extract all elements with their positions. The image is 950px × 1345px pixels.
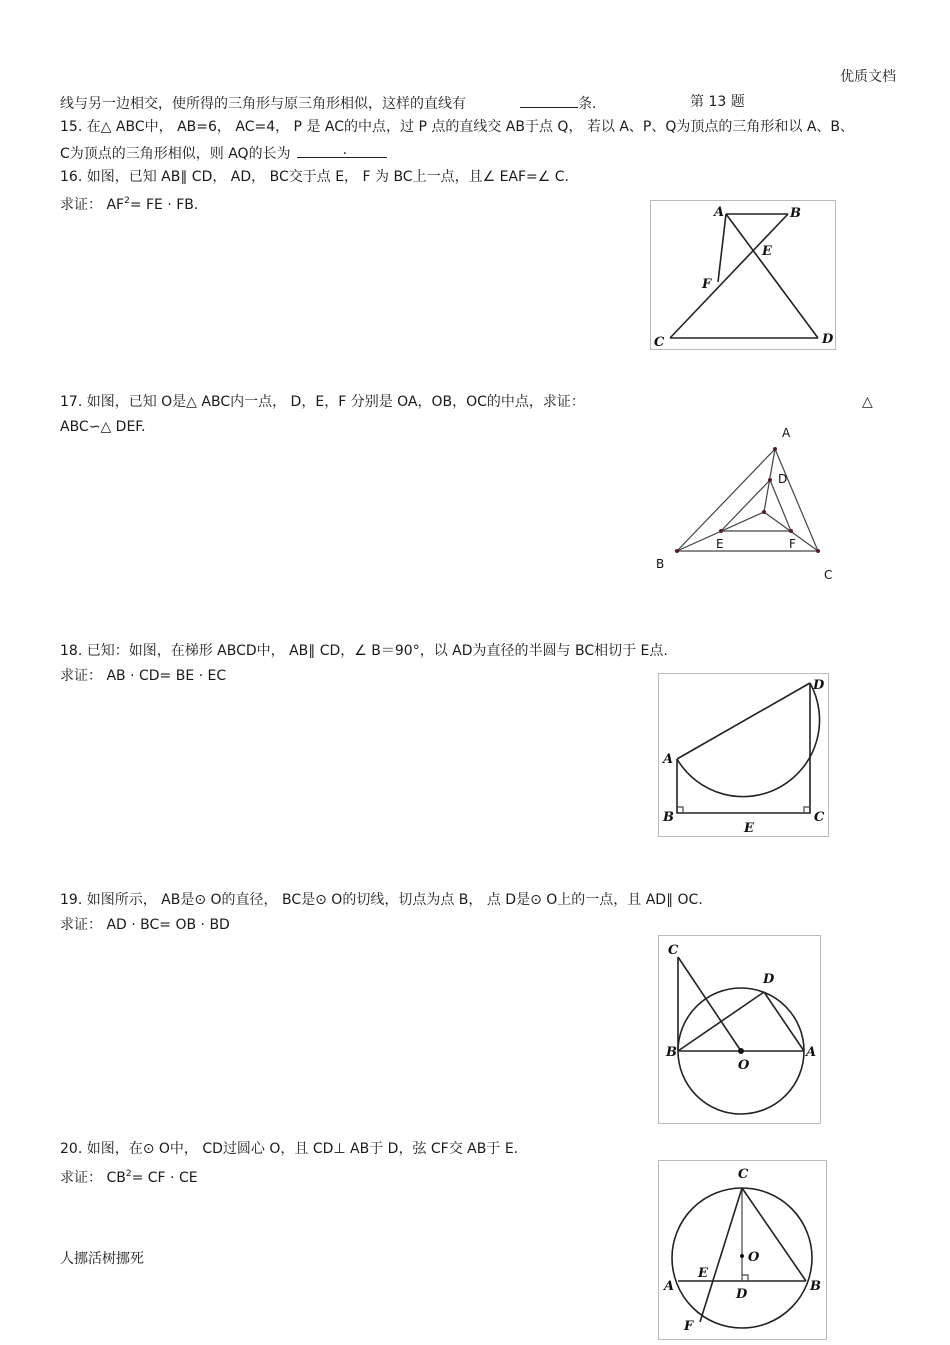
q14-answer-blank[interactable] xyxy=(520,93,578,108)
q20-label-d: D xyxy=(736,1287,748,1302)
q16-proof xyxy=(60,192,198,214)
q18-label-c: C xyxy=(814,810,825,825)
q20-proof-sup: 2 xyxy=(125,1169,132,1179)
q20-right-angle-d xyxy=(742,1275,748,1281)
q20-label-e: E xyxy=(698,1266,708,1281)
q20-center-dot xyxy=(740,1254,744,1258)
q18-semicircle xyxy=(677,683,820,797)
q20-label-c: C xyxy=(738,1167,749,1182)
q15-answer-blank[interactable] xyxy=(297,143,387,158)
q19-label-a: A xyxy=(806,1045,817,1060)
q14-figure-note: 第 13 题 xyxy=(690,94,745,110)
q20-proof-rest: = CF · CE xyxy=(131,1170,198,1186)
q19-segment-co xyxy=(678,957,741,1051)
q17-figure xyxy=(650,420,840,585)
q17-label-d: D xyxy=(778,472,788,486)
q15-line2 xyxy=(60,143,387,163)
q19-label-o: O xyxy=(738,1058,750,1073)
q19-center-dot xyxy=(738,1048,744,1054)
q15-line2-text: C为顶点的三角形相似，则 AQ的长为 xyxy=(60,146,291,162)
q18-label-b: B xyxy=(663,810,674,825)
q15-period: . xyxy=(342,142,348,158)
q16-segment-af xyxy=(718,214,726,282)
page-footer: 人挪活树挪死 xyxy=(60,1251,144,1267)
q19-label-c: C xyxy=(668,943,679,958)
q18-proof: 求证： AB · CD= BE · EC xyxy=(60,668,227,684)
q16-line1: 16. 如图，已知 AB∥ CD， AD， BC交于点 E， F 为 BC上一点，且∠ EAF=∠ C. xyxy=(60,169,570,185)
q19-segment-bd xyxy=(678,992,764,1051)
q18-right-angle-c xyxy=(804,807,810,813)
q20-proof-prefix: 求证： CB xyxy=(60,1170,126,1186)
q19-segment-ad xyxy=(764,992,804,1051)
q19-line1: 19. 如图所示， AB是⊙ O的直径， BC是⊙ O的切线，切点为点 B， 点 D是⊙ O上的一点，且 AD∥ OC. xyxy=(60,892,703,908)
q17-label-f: F xyxy=(789,537,796,551)
q16-label-d: D xyxy=(822,332,834,347)
q18-figure xyxy=(658,673,830,838)
q20-label-o: O xyxy=(748,1250,760,1265)
q19-figure xyxy=(658,935,822,1125)
q18-label-a: A xyxy=(663,752,674,767)
q17-line1-end: △ xyxy=(862,394,873,410)
q17-label-e: E xyxy=(716,537,724,551)
q16-label-f: F xyxy=(702,277,712,292)
q20-proof xyxy=(60,1165,198,1187)
q16-label-a: A xyxy=(714,205,725,220)
q16-segment-bc xyxy=(670,214,788,338)
q20-line1: 20. 如图，在⊙ O中， CD过圆心 O，且 CD⊥ AB于 D，弦 CF交 AB于 E. xyxy=(60,1141,519,1157)
q14-line: 线与另一边相交，使所得的三角形与原三角形相似，这样的直线有 xyxy=(60,96,466,112)
q17-label-b: B xyxy=(656,557,665,571)
q19-label-b: B xyxy=(666,1045,677,1060)
q17-line2: ABC∽△ DEF. xyxy=(60,419,146,435)
q20-label-a: A xyxy=(664,1279,675,1294)
q16-figure xyxy=(650,200,836,350)
q20-figure xyxy=(658,1160,828,1340)
q15-line1: 15. 在△ ABC中， AB=6， AC=4， P 是 AC的中点，过 P 点的直线交 AB于点 Q， 若以 A、P、Q为顶点的三角形和以 A、B、 xyxy=(60,119,855,135)
q20-label-f: F xyxy=(684,1319,694,1334)
q17-line1: 17. 如图，已知 O是△ ABC内一点， D，E，F 分别是 OA，OB，OC的中点，求证： xyxy=(60,394,585,410)
q20-segment-cb xyxy=(742,1188,806,1281)
q16-proof-rest: = FE · FB. xyxy=(129,197,199,213)
q14-text xyxy=(60,93,606,113)
q19-proof: 求证： AD · BC= OB · BD xyxy=(60,917,230,933)
q16-proof-sup: 2 xyxy=(124,196,130,206)
q16-label-b: B xyxy=(790,206,801,221)
page-header: 优质文档 xyxy=(840,69,896,85)
q16-segment-ad xyxy=(726,214,818,338)
q16-label-e: E xyxy=(762,244,772,259)
q17-label-c: C xyxy=(824,568,833,582)
q19-label-d: D xyxy=(763,972,775,987)
q16-label-c: C xyxy=(654,335,665,350)
q18-label-d: D xyxy=(813,678,825,693)
q20-label-b: B xyxy=(810,1279,821,1294)
q14-unit: 条． xyxy=(578,96,606,112)
q18-label-e: E xyxy=(744,821,754,836)
q18-right-angle-b xyxy=(677,807,683,813)
q16-proof-prefix: 求证： AF xyxy=(60,197,125,213)
q18-line1: 18. 已知：如图，在梯形 ABCD中， AB∥ CD，∠ B＝90°，以 AD为直径的半圆与 BC相切于 E点. xyxy=(60,643,668,659)
q17-label-a: A xyxy=(782,426,791,440)
q16-figure-frame xyxy=(651,201,836,350)
q18-segment-ad xyxy=(677,683,810,759)
